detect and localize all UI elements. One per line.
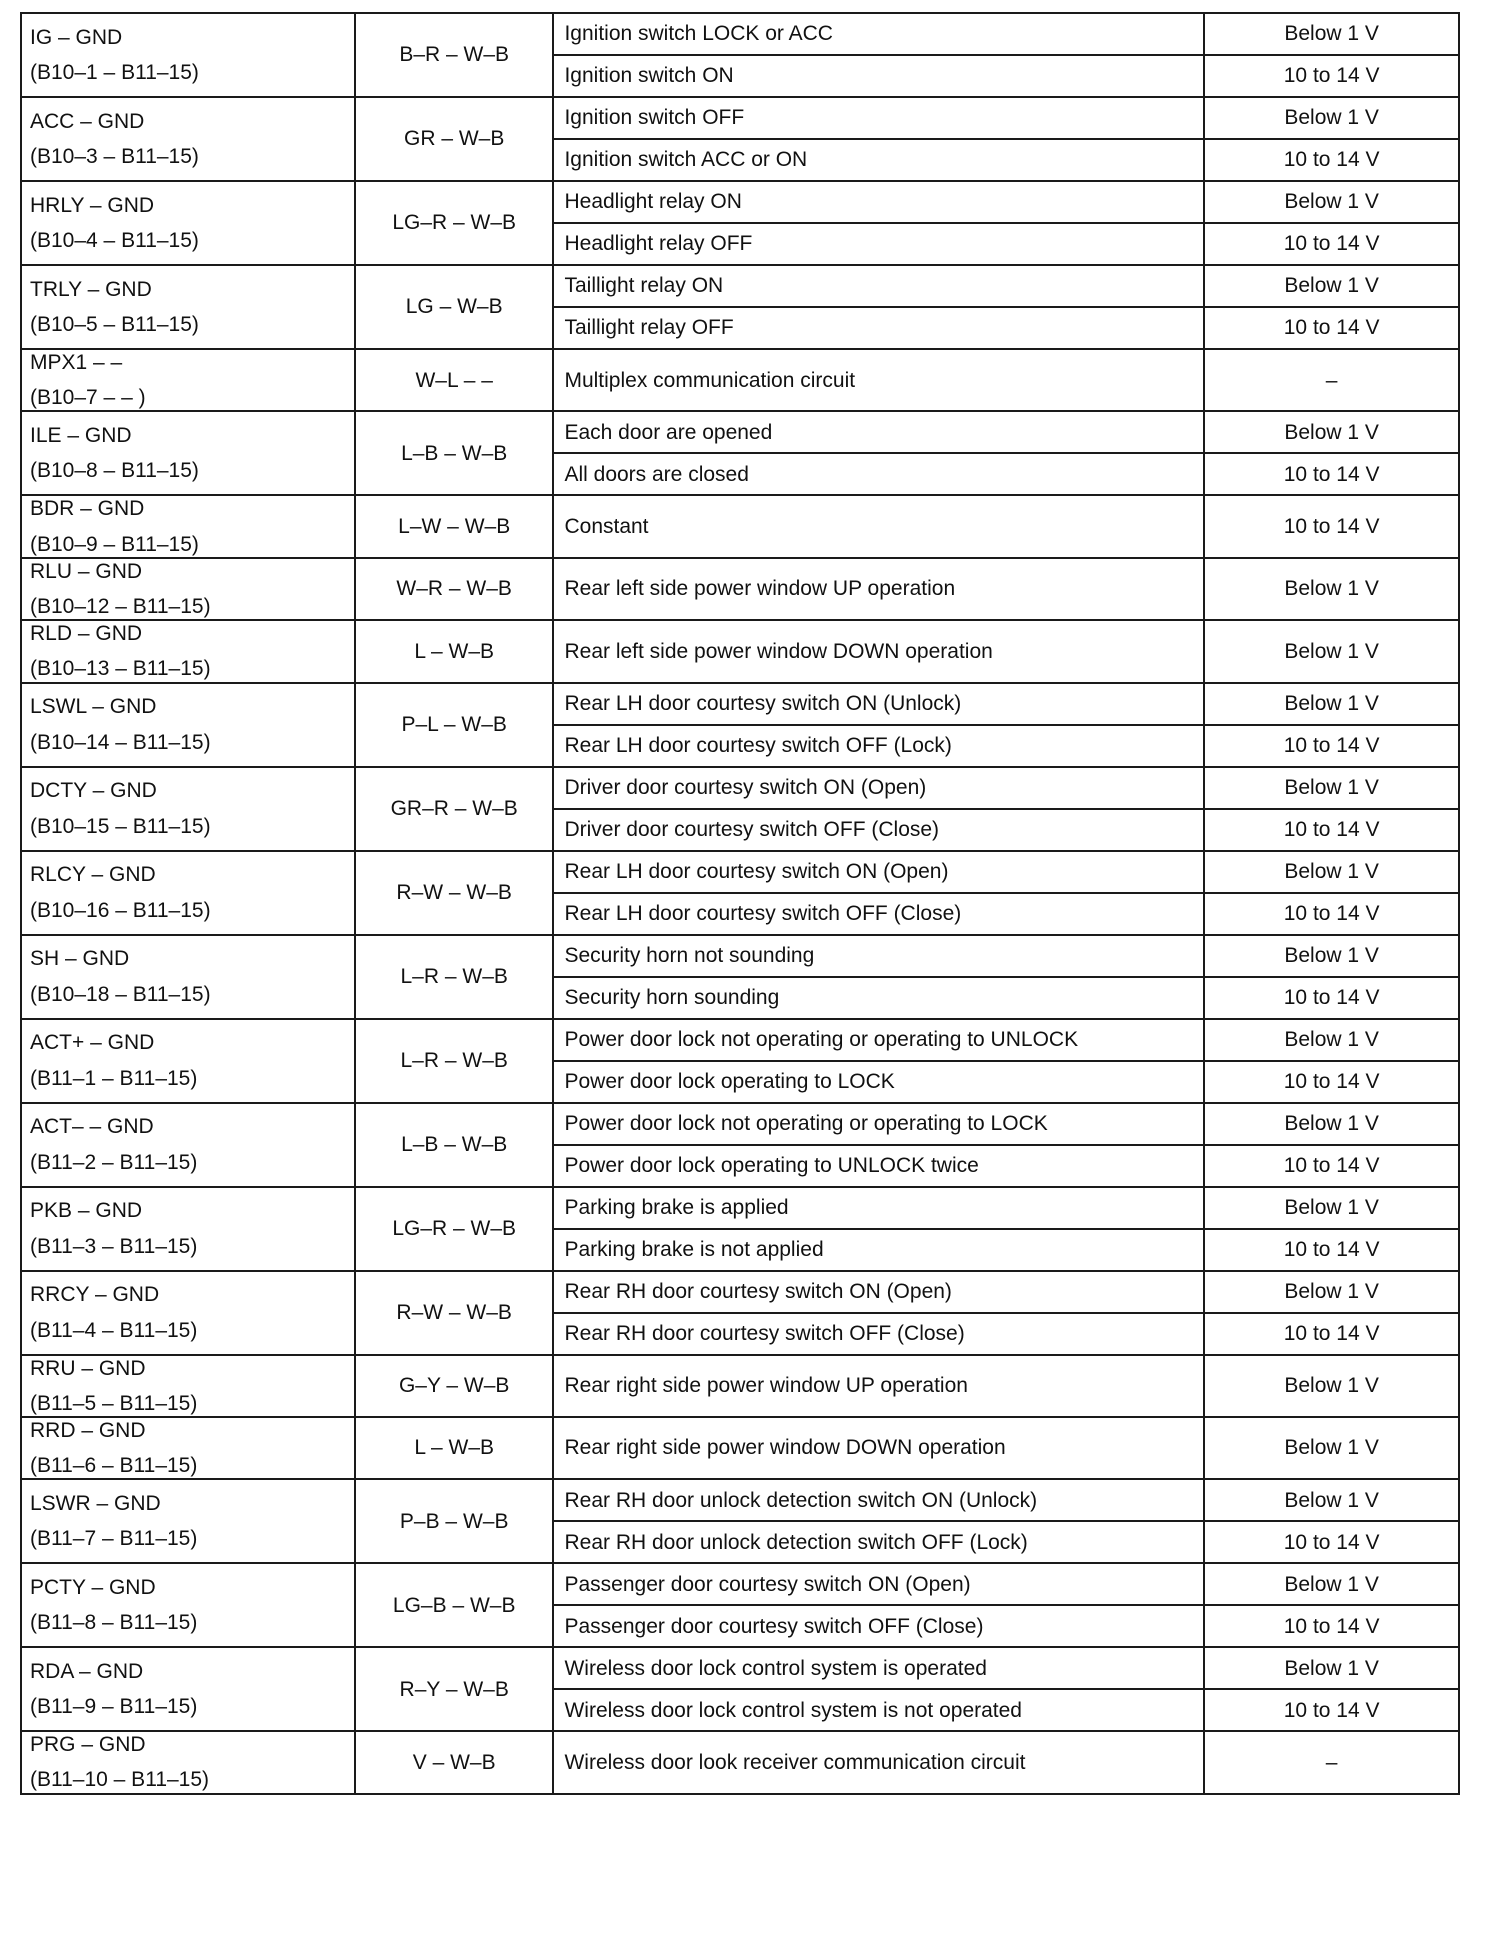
specified-condition-cell: Below 1 V [1204,1563,1459,1605]
terminal-pins: (B10–9 – B11–15) [30,532,199,556]
condition-cell: Rear left side power window UP operation [553,558,1204,620]
table-row [21,1019,1459,1061]
terminal-name: MPX1 – – [30,351,123,374]
terminal-name: RDA – GND [30,1660,144,1684]
specified-condition-cell: 10 to 14 V [1204,1145,1459,1187]
condition-cell: Driver door courtesy switch OFF (Close) [553,809,1204,851]
terminal-pins: (B11–5 – B11–15) [30,1391,198,1415]
condition-cell: Taillight relay ON [553,265,1204,307]
terminal-cell [21,1271,355,1355]
table-row [21,411,1459,453]
wiring-color-cell: W–L – – [355,349,554,411]
wiring-color-cell: P–L – W–B [355,683,554,767]
wiring-color-cell: GR – W–B [355,97,554,181]
terminal-cell [21,1731,355,1793]
terminal-name: RRD – GND [30,1418,146,1442]
terminal-name: ACT– – GND [30,1115,154,1139]
specified-condition-cell: 10 to 14 V [1204,307,1459,349]
table-row [21,1417,1459,1479]
condition-cell: Rear RH door unlock detection switch OFF (Lock) [553,1521,1204,1563]
condition-cell: Rear RH door courtesy switch ON (Open) [553,1271,1204,1313]
terminal-pins: (B10–16 – B11–15) [30,898,211,922]
condition-cell: Rear right side power window UP operation [553,1355,1204,1417]
specified-condition-cell: 10 to 14 V [1204,223,1459,265]
terminal-name: ACC – GND [30,109,145,133]
specified-condition-cell: 10 to 14 V [1204,1229,1459,1271]
condition-cell: Ignition switch ACC or ON [553,139,1204,181]
condition-cell: Passenger door courtesy switch ON (Open) [553,1563,1204,1605]
terminal-name: PCTY – GND [30,1576,156,1600]
table-row [21,181,1459,223]
specified-condition-cell: Below 1 V [1204,181,1459,223]
specified-condition-cell: 10 to 14 V [1204,725,1459,767]
terminal-name: BDR – GND [30,497,145,521]
terminal-pins: (B10–8 – B11–15) [30,459,199,483]
condition-cell: Rear LH door courtesy switch ON (Unlock) [553,683,1204,725]
wiring-color-cell: L – W–B [355,1417,554,1479]
specified-condition-cell: Below 1 V [1204,851,1459,893]
table-row [21,495,1459,557]
terminal-pins: (B10–15 – B11–15) [30,814,211,838]
terminal-cell [21,1417,355,1479]
terminal-cell [21,851,355,935]
terminal-pins: (B11–9 – B11–15) [30,1695,198,1719]
condition-cell: Wireless door look receiver communication circuit [553,1731,1204,1793]
condition-cell: Security horn not sounding [553,935,1204,977]
specified-condition-cell: Below 1 V [1204,1647,1459,1689]
table-row [21,1271,1459,1313]
specified-condition-cell: Below 1 V [1204,411,1459,453]
condition-cell: Ignition switch LOCK or ACC [553,13,1204,55]
table-row [21,767,1459,809]
wiring-color-cell: G–Y – W–B [355,1355,554,1417]
wiring-color-cell: L–R – W–B [355,935,554,1019]
table-row [21,1563,1459,1605]
terminal-name: SH – GND [30,947,130,971]
table-row [21,97,1459,139]
terminal-pins: (B11–7 – B11–15) [30,1527,198,1551]
terminal-cell [21,97,355,181]
condition-cell: Power door lock not operating or operating to LOCK [553,1103,1204,1145]
specified-condition-cell: Below 1 V [1204,935,1459,977]
terminal-pins: (B11–3 – B11–15) [30,1234,198,1258]
condition-cell: Headlight relay ON [553,181,1204,223]
table-row [21,349,1459,411]
specified-condition-cell: 10 to 14 V [1204,1689,1459,1731]
specified-condition-cell: 10 to 14 V [1204,55,1459,97]
specified-condition-cell: Below 1 V [1204,265,1459,307]
terminal-pins: (B10–12 – B11–15) [30,594,211,618]
wiring-color-cell: LG–B – W–B [355,1563,554,1647]
condition-cell: Passenger door courtesy switch OFF (Close) [553,1605,1204,1647]
specified-condition-cell: Below 1 V [1204,1355,1459,1417]
condition-cell: Power door lock not operating or operating to UNLOCK [553,1019,1204,1061]
terminal-pins: (B10–7 – – ) [30,386,146,410]
specified-condition-cell: 10 to 14 V [1204,1061,1459,1103]
terminal-cell [21,1563,355,1647]
table-row [21,851,1459,893]
terminal-cell [21,1647,355,1731]
wiring-color-cell: B–R – W–B [355,13,554,97]
specified-condition-cell: – [1204,349,1459,411]
terminal-name: ACT+ – GND [30,1031,155,1055]
condition-cell: Ignition switch ON [553,55,1204,97]
terminal-name: RLD – GND [30,622,143,646]
wiring-color-cell: P–B – W–B [355,1479,554,1563]
condition-cell: Driver door courtesy switch ON (Open) [553,767,1204,809]
wiring-color-cell: R–W – W–B [355,1271,554,1355]
terminal-pins: (B11–10 – B11–15) [30,1768,210,1792]
condition-cell: Rear LH door courtesy switch OFF (Close) [553,893,1204,935]
terminal-pins: (B11–1 – B11–15) [30,1066,198,1090]
terminal-cell [21,1355,355,1417]
terminal-cell [21,411,355,495]
condition-cell: Taillight relay OFF [553,307,1204,349]
terminal-cell [21,1187,355,1271]
wiring-color-cell: L–R – W–B [355,1019,554,1103]
wiring-color-cell: L – W–B [355,620,554,682]
condition-cell: Rear RH door unlock detection switch ON (Unlock) [553,1479,1204,1521]
terminal-pins: (B10–14 – B11–15) [30,730,211,754]
table-row [21,13,1459,55]
condition-cell: Multiplex communication circuit [553,349,1204,411]
terminal-pins: (B10–5 – B11–15) [30,313,199,336]
table-row [21,620,1459,682]
terminal-cell [21,495,355,557]
condition-cell: Wireless door lock control system is not operated [553,1689,1204,1731]
terminal-pins: (B11–2 – B11–15) [30,1150,198,1174]
condition-cell: Wireless door lock control system is operated [553,1647,1204,1689]
terminal-cell [21,935,355,1019]
wiring-color-cell: W–R – W–B [355,558,554,620]
wiring-color-cell: L–W – W–B [355,495,554,557]
terminal-name: PKB – GND [30,1199,143,1223]
terminal-name: RLU – GND [30,559,143,583]
wiring-color-cell: LG – W–B [355,265,554,349]
specified-condition-cell: Below 1 V [1204,767,1459,809]
wiring-color-cell: L–B – W–B [355,411,554,495]
specified-condition-cell: 10 to 14 V [1204,1313,1459,1355]
table-row [21,1187,1459,1229]
condition-cell: Rear left side power window DOWN operation [553,620,1204,682]
specified-condition-cell: – [1204,1731,1459,1793]
wiring-color-cell: LG–R – W–B [355,181,554,265]
condition-cell: Ignition switch OFF [553,97,1204,139]
specified-condition-cell: Below 1 V [1204,1103,1459,1145]
specified-condition-cell: Below 1 V [1204,1479,1459,1521]
wiring-color-cell: R–W – W–B [355,851,554,935]
terminal-cell [21,620,355,682]
wiring-color-cell: V – W–B [355,1731,554,1793]
condition-cell: Constant [553,495,1204,557]
terminal-pins: (B10–4 – B11–15) [30,229,199,252]
condition-cell: Rear LH door courtesy switch OFF (Lock) [553,725,1204,767]
terminal-cell [21,265,355,349]
condition-cell: Security horn sounding [553,977,1204,1019]
table-row [21,1479,1459,1521]
terminal-name: PRG – GND [30,1733,146,1757]
table-row [21,683,1459,725]
specified-condition-cell: 10 to 14 V [1204,893,1459,935]
specified-condition-cell: 10 to 14 V [1204,139,1459,181]
specified-condition-cell: 10 to 14 V [1204,977,1459,1019]
terminal-cell [21,767,355,851]
terminal-name: LSWR – GND [30,1492,161,1516]
terminal-name: HRLY – GND [30,193,155,217]
table-row [21,1103,1459,1145]
terminal-cell [21,349,355,411]
condition-cell: Each door are opened [553,411,1204,453]
specified-condition-cell: Below 1 V [1204,13,1459,55]
terminal-name: ILE – GND [30,424,132,448]
terminal-name: IG – GND [30,25,123,49]
specified-condition-cell: 10 to 14 V [1204,495,1459,557]
table-row [21,1355,1459,1417]
terminal-cell [21,1103,355,1187]
table-row [21,1647,1459,1689]
specified-condition-cell: Below 1 V [1204,620,1459,682]
terminal-name: RRCY – GND [30,1283,160,1307]
specified-condition-cell: 10 to 14 V [1204,1521,1459,1563]
table-row [21,935,1459,977]
terminal-pins: (B10–13 – B11–15) [30,657,211,681]
condition-cell: Rear LH door courtesy switch ON (Open) [553,851,1204,893]
condition-cell: Parking brake is applied [553,1187,1204,1229]
wiring-color-cell: GR–R – W–B [355,767,554,851]
condition-cell: Parking brake is not applied [553,1229,1204,1271]
table-row [21,1731,1459,1793]
terminal-pins: (B10–1 – B11–15) [30,61,199,84]
condition-cell: Headlight relay OFF [553,223,1204,265]
terminal-cell [21,181,355,265]
specified-condition-cell: Below 1 V [1204,683,1459,725]
table-row [21,265,1459,307]
specified-condition-cell: Below 1 V [1204,1417,1459,1479]
terminal-voltage-table [20,12,1460,1795]
terminal-pins: (B11–4 – B11–15) [30,1318,198,1342]
terminal-cell [21,1019,355,1103]
specified-condition-cell: Below 1 V [1204,1019,1459,1061]
specified-condition-cell: Below 1 V [1204,558,1459,620]
specified-condition-cell: Below 1 V [1204,1187,1459,1229]
condition-cell: Power door lock operating to UNLOCK twice [553,1145,1204,1187]
terminal-cell [21,13,355,97]
specified-condition-cell: 10 to 14 V [1204,1605,1459,1647]
wiring-color-cell: L–B – W–B [355,1103,554,1187]
terminal-pins: (B11–6 – B11–15) [30,1454,198,1478]
condition-cell: Power door lock operating to LOCK [553,1061,1204,1103]
terminal-name: DCTY – GND [30,779,157,803]
specified-condition-cell: Below 1 V [1204,1271,1459,1313]
condition-cell: Rear RH door courtesy switch OFF (Close) [553,1313,1204,1355]
terminal-name: RRU – GND [30,1356,146,1380]
terminal-name: TRLY – GND [30,277,152,301]
terminal-name: RLCY – GND [30,863,156,887]
terminal-name: LSWL – GND [30,695,157,719]
terminal-pins: (B11–8 – B11–15) [30,1611,198,1635]
specified-condition-cell: 10 to 14 V [1204,453,1459,495]
wiring-color-cell: LG–R – W–B [355,1187,554,1271]
condition-cell: Rear right side power window DOWN operation [553,1417,1204,1479]
terminal-pins: (B10–18 – B11–15) [30,982,211,1006]
terminal-voltage-table-body [21,13,1459,1794]
specified-condition-cell: Below 1 V [1204,97,1459,139]
terminal-cell [21,558,355,620]
terminal-cell [21,1479,355,1563]
table-row [21,558,1459,620]
wiring-color-cell: R–Y – W–B [355,1647,554,1731]
terminal-cell [21,683,355,767]
condition-cell: All doors are closed [553,453,1204,495]
terminal-pins: (B10–3 – B11–15) [30,145,199,168]
specified-condition-cell: 10 to 14 V [1204,809,1459,851]
